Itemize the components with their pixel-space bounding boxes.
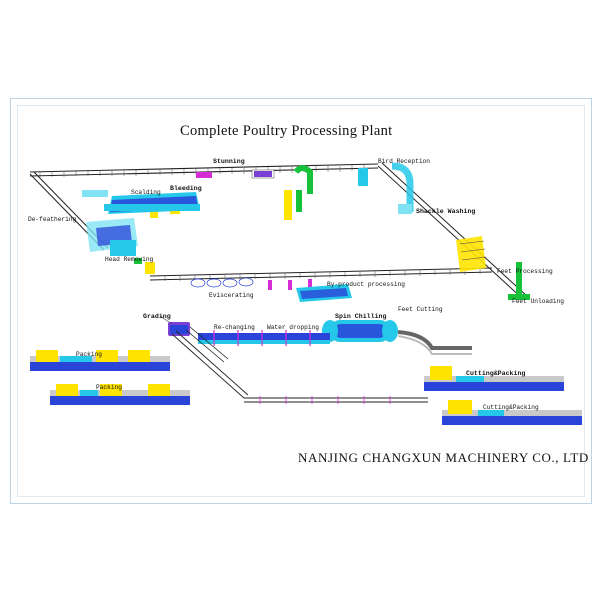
- label-re-changing: Re-changing: [214, 324, 255, 331]
- label-scalding: Scalding: [131, 189, 161, 196]
- label-by-product: By-product processing: [327, 281, 405, 288]
- label-eviscerating: Eviscerating: [209, 292, 254, 299]
- company-name: NANJING CHANGXUN MACHINERY CO., LTD: [298, 450, 589, 465]
- feet-processing-unit: [456, 236, 486, 272]
- page-title: Complete Poultry Processing Plant: [180, 123, 393, 139]
- label-water-dropping: Water dropping: [267, 324, 319, 331]
- label-bleeding: Bleeding: [170, 185, 202, 192]
- stunning-unit: [252, 170, 274, 178]
- label-feet-unloading: Feet Unloading: [512, 298, 564, 305]
- label-packing-2: Packing: [96, 384, 122, 391]
- label-cutting-packing-1: Cutting&Packing: [466, 370, 526, 377]
- label-feet-processing: Feet Processing: [497, 268, 553, 275]
- label-shackle-washing: Shackle Washing: [416, 208, 476, 215]
- de-feathering-unit: [86, 218, 138, 256]
- label-bird-reception: Bird Reception: [378, 158, 430, 165]
- label-packing-1: Packing: [76, 351, 102, 358]
- label-grading: Grading: [143, 313, 171, 320]
- label-cutting-packing-2: Cutting&Packing: [483, 404, 539, 411]
- rechanging-conveyor: [198, 330, 330, 346]
- label-spin-chilling: Spin Chilling: [335, 313, 387, 320]
- green-riser: [284, 168, 310, 220]
- label-feet-cutting: Feet Cutting: [398, 306, 443, 313]
- label-head-removing: Head Removing: [105, 256, 154, 263]
- spin-chilling-unit: [322, 320, 472, 354]
- label-stunning: Stunning: [213, 158, 245, 165]
- label-de-feathering: De-feathering: [28, 216, 77, 223]
